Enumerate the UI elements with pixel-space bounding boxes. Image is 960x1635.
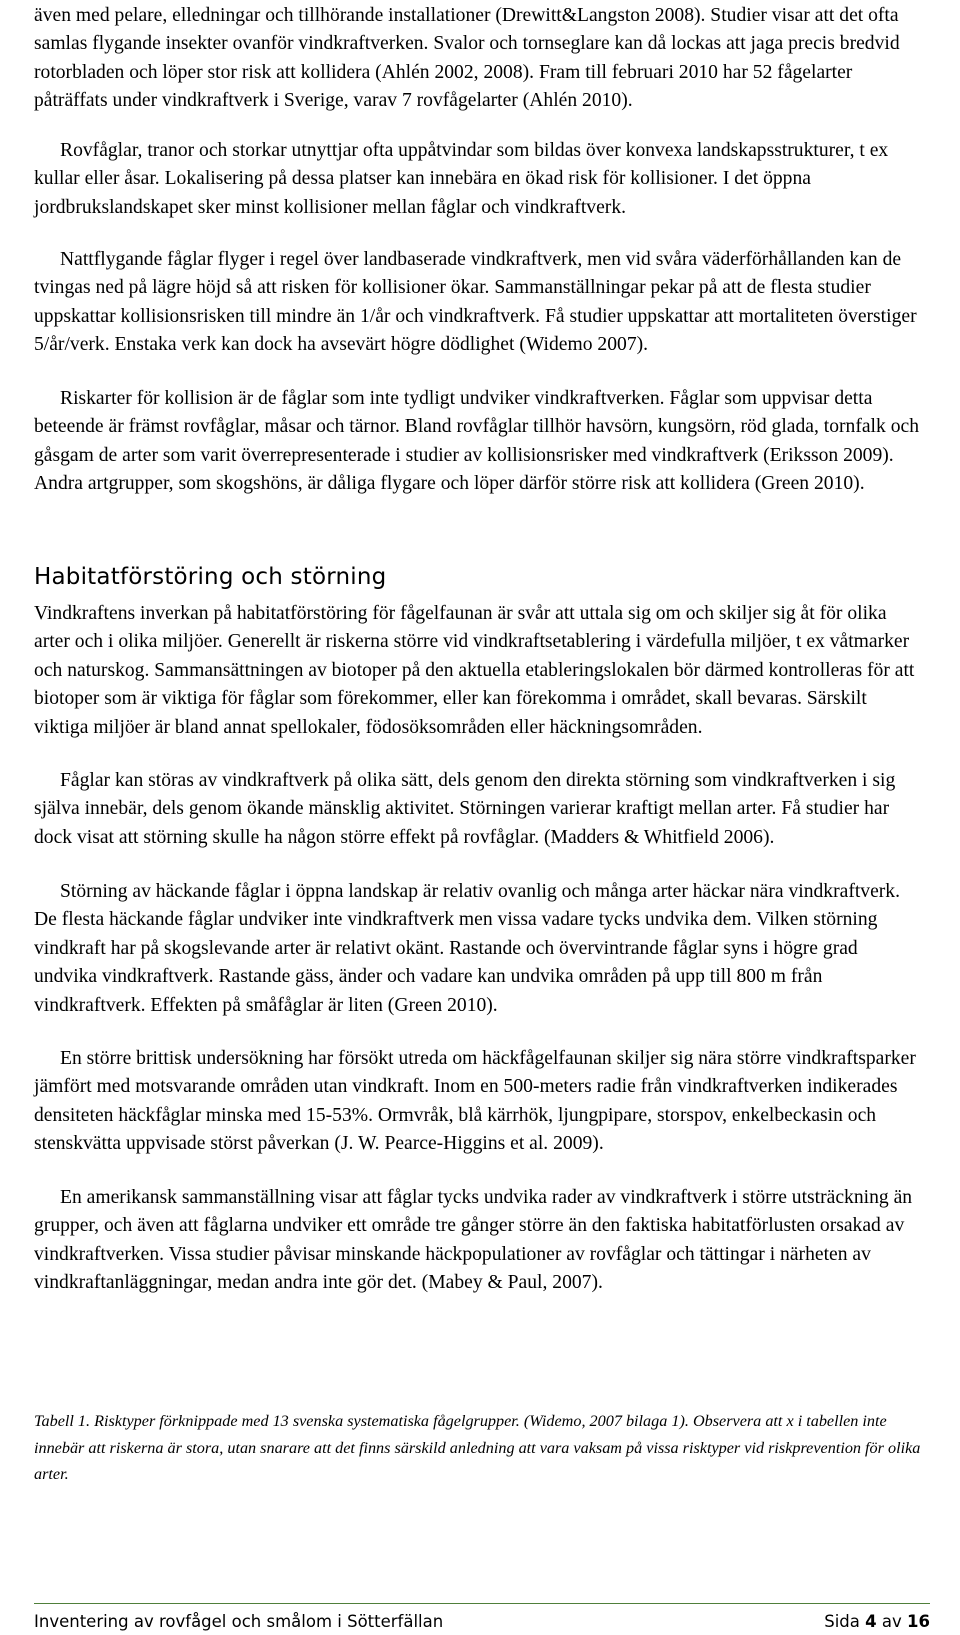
footer-page-prefix: Sida bbox=[824, 1612, 860, 1631]
section-paragraph-1: Vindkraftens inverkan på habitatförstöring för fågelfaunan är svår att uttala sig om och skiljer sig åt för olika arter och i olika miljöer. Generellt är riskerna större vid vindkraftsetablering i värdefulla miljöer, t ex våtmarker och naturskog. Sammansättningen av biotoper på den aktuella etableringslokalen bör därmed kontrolleras för att biotoper som är viktiga för fåglar som förekommer, eller kan förekomma i området, skall bevaras. Särskilt viktiga miljöer är bland annat spellokaler, födosöksområden eller häckningsområden. bbox=[34, 603, 915, 738]
section-paragraph-5: En amerikansk sammanställning visar att fåglar tycks undvika rader av vindkraftverk i större utsträckning än grupper, och även att fåglarna undviker ett område tre gånger större än den faktiska habitatförlusten orsakad av vindkraftverken. Vissa studier påvisar minskande häckpopulationer av rovfåglar och tättingar i närheten av vindkraftanläggningar, medan andra inte gör det. (Mabey & Paul, 2007). bbox=[34, 1187, 913, 1294]
footer-document-title: Inventering av rovfågel och smålom i Sötterfällan bbox=[34, 1612, 444, 1631]
body-paragraph-3: Nattflygande fåglar flyger i regel över landbaserade vindkraftverk, men vid svåra väderförhållanden kan de tvingas ned på lägre höjd så att risken för kollisioner ökar. Sammanställningar pekar på att de flesta studier uppskattar kollisionsrisken till mindre än 1/år och vindkraftverk. Få studier uppskattar att mortaliteten överstiger 5/år/verk. Enstaka verk kan dock ha avsevärt högre dödlighet (Widemo 2007). bbox=[34, 249, 917, 356]
footer-page-indicator bbox=[824, 1611, 930, 1633]
body-paragraph-1: även med pelare, elledningar och tillhörande installationer (Drewitt&Langston 2008). Studier visar att det ofta samlas flygande insekter ovanför vindkraftverken. Svalor och tornseglare kan då lockas att jaga precis bredvid rotorbladen och löper stor risk att kollidera (Ahlén 2002, 2008). Fram till februari 2010 har 52 fågelarter påträffats under vindkraftverk i Sverige, varav 7 rovfågelarter (Ahlén 2010). bbox=[34, 5, 900, 112]
section-paragraph-2: Fåglar kan störas av vindkraftverk på olika sätt, dels genom den direkta störning som vindkraftverken i sig själva innebär, dels genom ökande mänsklig aktivitet. Störningen varierar kraftigt mellan arter. Få studier har dock visat att störning skulle ha någon större effekt på rovfåglar. (Madders & Whitfield 2006). bbox=[34, 770, 896, 848]
footer-page-total: 16 bbox=[907, 1612, 930, 1631]
section-paragraph-3: Störning av häckande fåglar i öppna landskap är relativ ovanlig och många arter häckar nära vindkraftverk. De flesta häckande fåglar undviker inte vindkraftverk men vissa vadare tycks undvika dem. Vilken störning vindkraft har på skogslevande arter är relativt okänt. Rastande och övervintrande fåglar syns i högre grad undvika vindkraftverk. Rastande gäss, änder och vadare kan undvika områden på upp till 800 m från vindkraftverk. Effekten på småfåglar är liten (Green 2010). bbox=[34, 881, 901, 1016]
footer-divider bbox=[34, 1603, 930, 1604]
section-heading: Habitatförstöring och störning bbox=[34, 564, 387, 590]
section-paragraph-4: En större brittisk undersökning har försökt utreda om häckfågelfaunan skiljer sig nära större vindkraftsparker jämfört med motsvarande områden utan vindkraft. Inom en 500-meters radie från vindkraftverken indikerades densiteten häckfåglar minska med 15-53%. Ormvråk, blå kärrhök, ljungpipare, storspov, enkelbeckasin och stenskvätta uppvisade störst påverkan (J. W. Pearce-Higgins et al. 2009). bbox=[34, 1048, 916, 1155]
footer-page-number: 4 bbox=[865, 1612, 877, 1631]
body-paragraph-2: Rovfåglar, tranor och storkar utnyttjar ofta uppåtvindar som bildas över konvexa landskapsstrukturer, t ex kullar eller åsar. Lokalisering på dessa platser kan innebära en ökad risk för kollisioner. I det öppna jordbrukslandskapet sker minst kollisioner mellan fåglar och vindkraftverk. bbox=[34, 140, 889, 218]
footer-page-middle: av bbox=[881, 1612, 902, 1631]
table-caption: Tabell 1. Risktyper förknippade med 13 svenska systematiska fågelgrupper. (Widemo, 2007 bilaga 1). Observera att x i tabellen inte innebär att riskerna är stora, utan snarare att det finns särskild anledning att vara vaksam på vissa risktyper vid riskprevention för olika arter. bbox=[34, 1412, 921, 1483]
page-footer bbox=[34, 1611, 930, 1633]
body-paragraph-4: Riskarter för kollision är de fåglar som inte tydligt undviker vindkraftverken. Fåglar som uppvisar detta beteende är främst rovfåglar, måsar och tärnor. Bland rovfåglar tillhör havsörn, kungsörn, röd glada, tornfalk och gåsgam de arter som varit överrepresenterade i studier av kollisionsrisker med vindkraftverk (Eriksson 2009). Andra artgrupper, som skogshöns, är dåliga flygare och löper därför större risk att kollidera (Green 2010). bbox=[34, 388, 919, 495]
